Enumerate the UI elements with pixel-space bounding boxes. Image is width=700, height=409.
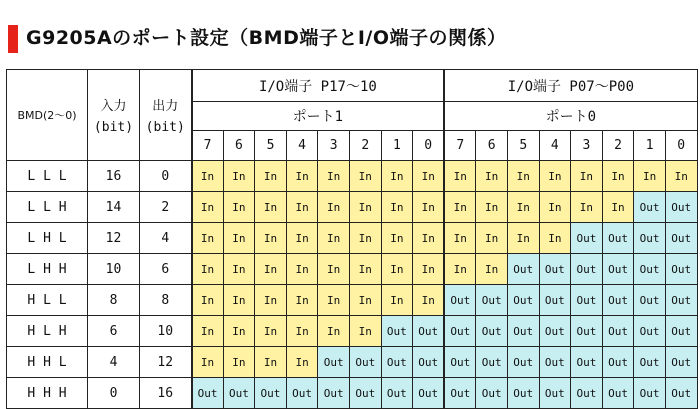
bit-header-p0-2: 2	[602, 131, 634, 161]
pin-direction-cell: In	[318, 223, 350, 254]
pin-direction-cell: In	[634, 161, 666, 192]
pin-direction-cell: In	[413, 285, 445, 316]
pin-direction-cell: Out	[665, 223, 697, 254]
pin-direction-cell: Out	[539, 347, 571, 378]
bit-header-p0-7: 7	[444, 131, 476, 161]
pin-direction-cell: In	[539, 223, 571, 254]
pin-direction-cell: In	[286, 161, 318, 192]
bit-header-p0-3: 3	[571, 131, 603, 161]
pin-direction-cell: In	[255, 316, 287, 347]
table-row	[7, 378, 698, 409]
pin-direction-cell: Out	[539, 316, 571, 347]
pin-direction-cell: In	[413, 223, 445, 254]
pin-direction-cell: In	[476, 192, 508, 223]
pin-direction-cell: In	[381, 192, 413, 223]
pin-direction-cell: Out	[507, 378, 539, 409]
pin-direction-cell: In	[444, 161, 476, 192]
pin-direction-cell: In	[223, 316, 255, 347]
pin-direction-cell: Out	[665, 347, 697, 378]
input-bits-header	[88, 70, 140, 161]
input-bit-count: 6	[88, 316, 140, 347]
input-header-label: 入力	[100, 99, 127, 114]
bit-header-p1-3: 3	[318, 131, 350, 161]
bit-header-p0-0: 0	[665, 131, 697, 161]
pin-direction-cell: In	[286, 285, 318, 316]
pin-direction-cell: In	[286, 192, 318, 223]
pin-direction-cell: Out	[602, 316, 634, 347]
bmd-value: H L L	[7, 285, 88, 316]
pin-direction-cell: In	[223, 192, 255, 223]
pin-direction-cell: Out	[223, 378, 255, 409]
pin-direction-cell: In	[349, 192, 381, 223]
bmd-value: L L L	[7, 161, 88, 192]
pin-direction-cell: Out	[507, 254, 539, 285]
bmd-value: H H L	[7, 347, 88, 378]
header-row-group	[7, 70, 698, 102]
bit-header-p1-0: 0	[413, 131, 445, 161]
pin-direction-cell: In	[192, 285, 224, 316]
pin-direction-cell: Out	[381, 378, 413, 409]
pin-direction-cell: Out	[444, 347, 476, 378]
pin-direction-cell: Out	[349, 378, 381, 409]
bmd-header: BMD(2〜0)	[7, 70, 88, 161]
output-bit-count: 10	[140, 316, 192, 347]
pin-direction-cell: In	[507, 192, 539, 223]
bit-header-p0-1: 1	[634, 131, 666, 161]
pin-direction-cell: In	[223, 347, 255, 378]
pin-direction-cell: Out	[255, 378, 287, 409]
pin-direction-cell: Out	[318, 347, 350, 378]
bmd-value: H H H	[7, 378, 88, 409]
pin-direction-cell: In	[381, 254, 413, 285]
pin-direction-cell: Out	[602, 378, 634, 409]
table-row	[7, 347, 698, 378]
table-row	[7, 223, 698, 254]
pin-direction-cell: In	[476, 254, 508, 285]
pin-direction-cell: Out	[665, 316, 697, 347]
title-accent-bar	[8, 25, 18, 53]
pin-direction-cell: Out	[413, 316, 445, 347]
pin-direction-cell: In	[318, 192, 350, 223]
output-bits-header	[140, 70, 192, 161]
pin-direction-cell: In	[255, 285, 287, 316]
output-bit-count: 2	[140, 192, 192, 223]
pin-direction-cell: Out	[634, 254, 666, 285]
bit-header-p1-6: 6	[223, 131, 255, 161]
pin-direction-cell: In	[192, 316, 224, 347]
pin-direction-cell: In	[192, 347, 224, 378]
port1-header: ポート1	[192, 102, 445, 131]
pin-direction-cell: In	[255, 254, 287, 285]
pin-direction-cell: In	[507, 223, 539, 254]
pin-direction-cell: In	[223, 285, 255, 316]
pin-direction-cell: Out	[444, 378, 476, 409]
bit-header-p0-5: 5	[507, 131, 539, 161]
io-p0-header: I/O端子 P07〜P00	[444, 70, 697, 102]
pin-direction-cell: Out	[634, 378, 666, 409]
pin-direction-cell: Out	[444, 285, 476, 316]
table-row	[7, 161, 698, 192]
pin-direction-cell: In	[413, 192, 445, 223]
pin-direction-cell: Out	[665, 378, 697, 409]
pin-direction-cell: Out	[571, 316, 603, 347]
bmd-value: H L H	[7, 316, 88, 347]
pin-direction-cell: Out	[476, 316, 508, 347]
pin-direction-cell: In	[507, 161, 539, 192]
pin-direction-cell: In	[413, 161, 445, 192]
input-bit-count: 16	[88, 161, 140, 192]
pin-direction-cell: In	[602, 192, 634, 223]
pin-direction-cell: Out	[286, 378, 318, 409]
pin-direction-cell: In	[349, 316, 381, 347]
input-bit-count: 14	[88, 192, 140, 223]
pin-direction-cell: In	[571, 192, 603, 223]
pin-direction-cell: Out	[602, 347, 634, 378]
bit-header-p1-1: 1	[381, 131, 413, 161]
pin-direction-cell: Out	[476, 378, 508, 409]
pin-direction-cell: In	[318, 316, 350, 347]
input-bit-count: 12	[88, 223, 140, 254]
pin-direction-cell: Out	[634, 347, 666, 378]
pin-direction-cell: Out	[539, 378, 571, 409]
pin-direction-cell: Out	[571, 285, 603, 316]
pin-direction-cell: Out	[349, 347, 381, 378]
pin-direction-cell: Out	[571, 378, 603, 409]
pin-direction-cell: Out	[381, 347, 413, 378]
pin-direction-cell: In	[602, 161, 634, 192]
pin-direction-cell: In	[286, 316, 318, 347]
pin-direction-cell: Out	[602, 254, 634, 285]
pin-direction-cell: In	[444, 223, 476, 254]
pin-direction-cell: In	[192, 223, 224, 254]
pin-direction-cell: In	[539, 161, 571, 192]
pin-direction-cell: In	[476, 223, 508, 254]
input-bit-count: 4	[88, 347, 140, 378]
input-bit-count: 10	[88, 254, 140, 285]
pin-direction-cell: Out	[476, 347, 508, 378]
pin-direction-cell: In	[192, 192, 224, 223]
bmd-value: L H H	[7, 254, 88, 285]
pin-direction-cell: Out	[507, 316, 539, 347]
pin-direction-cell: In	[223, 223, 255, 254]
pin-direction-cell: Out	[665, 285, 697, 316]
table-row	[7, 192, 698, 223]
pin-direction-cell: Out	[665, 254, 697, 285]
input-header-unit: (bit)	[93, 120, 134, 135]
pin-direction-cell: Out	[665, 192, 697, 223]
pin-direction-cell: In	[381, 223, 413, 254]
pin-direction-cell: In	[286, 223, 318, 254]
output-bit-count: 16	[140, 378, 192, 409]
pin-direction-cell: Out	[634, 316, 666, 347]
pin-direction-cell: In	[318, 285, 350, 316]
table-row	[7, 254, 698, 285]
pin-direction-cell: In	[255, 347, 287, 378]
pin-direction-cell: Out	[634, 192, 666, 223]
pin-direction-cell: Out	[413, 378, 445, 409]
page-title: G9205Aのポート設定（BMD端子とI/O端子の関係）	[26, 27, 507, 49]
pin-direction-cell: In	[665, 161, 697, 192]
pin-direction-cell: In	[318, 161, 350, 192]
bmd-value: L L H	[7, 192, 88, 223]
pin-direction-cell: In	[349, 223, 381, 254]
pin-direction-cell: In	[349, 254, 381, 285]
pin-direction-cell: In	[444, 192, 476, 223]
pin-direction-cell: Out	[507, 347, 539, 378]
pin-direction-cell: Out	[539, 254, 571, 285]
pin-direction-cell: In	[444, 254, 476, 285]
pin-direction-cell: In	[223, 161, 255, 192]
bit-header-p1-4: 4	[286, 131, 318, 161]
pin-direction-cell: Out	[571, 254, 603, 285]
pin-direction-cell: Out	[602, 223, 634, 254]
pin-direction-cell: In	[255, 223, 287, 254]
pin-direction-cell: In	[349, 285, 381, 316]
pin-direction-cell: Out	[192, 378, 224, 409]
pin-direction-cell: In	[381, 285, 413, 316]
pin-direction-cell: In	[192, 254, 224, 285]
pin-direction-cell: In	[381, 161, 413, 192]
pin-direction-cell: Out	[476, 285, 508, 316]
pin-direction-cell: In	[223, 254, 255, 285]
pin-direction-cell: In	[255, 161, 287, 192]
pin-direction-cell: In	[349, 161, 381, 192]
pin-direction-cell: In	[571, 161, 603, 192]
output-bit-count: 0	[140, 161, 192, 192]
pin-direction-cell: Out	[634, 223, 666, 254]
pin-direction-cell: Out	[413, 347, 445, 378]
bit-header-p1-5: 5	[255, 131, 287, 161]
table-body	[7, 161, 698, 409]
pin-direction-cell: In	[413, 254, 445, 285]
pin-direction-cell: In	[318, 254, 350, 285]
bmd-value: L H L	[7, 223, 88, 254]
bit-header-p1-7: 7	[192, 131, 224, 161]
table-row	[7, 285, 698, 316]
pin-direction-cell: In	[539, 192, 571, 223]
table-row	[7, 316, 698, 347]
pin-direction-cell: Out	[571, 223, 603, 254]
pin-direction-cell: In	[255, 192, 287, 223]
pin-direction-cell: In	[286, 347, 318, 378]
pin-direction-cell: Out	[444, 316, 476, 347]
pin-direction-cell: In	[476, 161, 508, 192]
output-bit-count: 12	[140, 347, 192, 378]
output-header-unit: (bit)	[145, 120, 185, 135]
pin-direction-cell: In	[192, 161, 224, 192]
io-p1-header: I/O端子 P17〜10	[192, 70, 445, 102]
pin-direction-cell: Out	[539, 285, 571, 316]
pin-direction-cell: Out	[318, 378, 350, 409]
input-bit-count: 8	[88, 285, 140, 316]
pin-direction-cell: Out	[381, 316, 413, 347]
bit-header-p0-6: 6	[476, 131, 508, 161]
output-bit-count: 4	[140, 223, 192, 254]
bit-header-p0-4: 4	[539, 131, 571, 161]
bit-header-p1-2: 2	[349, 131, 381, 161]
pin-direction-cell: Out	[571, 347, 603, 378]
output-bit-count: 6	[140, 254, 192, 285]
pin-direction-cell: Out	[507, 285, 539, 316]
input-bit-count: 0	[88, 378, 140, 409]
port-settings-table	[6, 69, 698, 409]
pin-direction-cell: In	[286, 254, 318, 285]
port0-header: ポート0	[444, 102, 697, 131]
output-header-label: 出力	[152, 99, 179, 114]
output-bit-count: 8	[140, 285, 192, 316]
pin-direction-cell: Out	[602, 285, 634, 316]
pin-direction-cell: Out	[634, 285, 666, 316]
